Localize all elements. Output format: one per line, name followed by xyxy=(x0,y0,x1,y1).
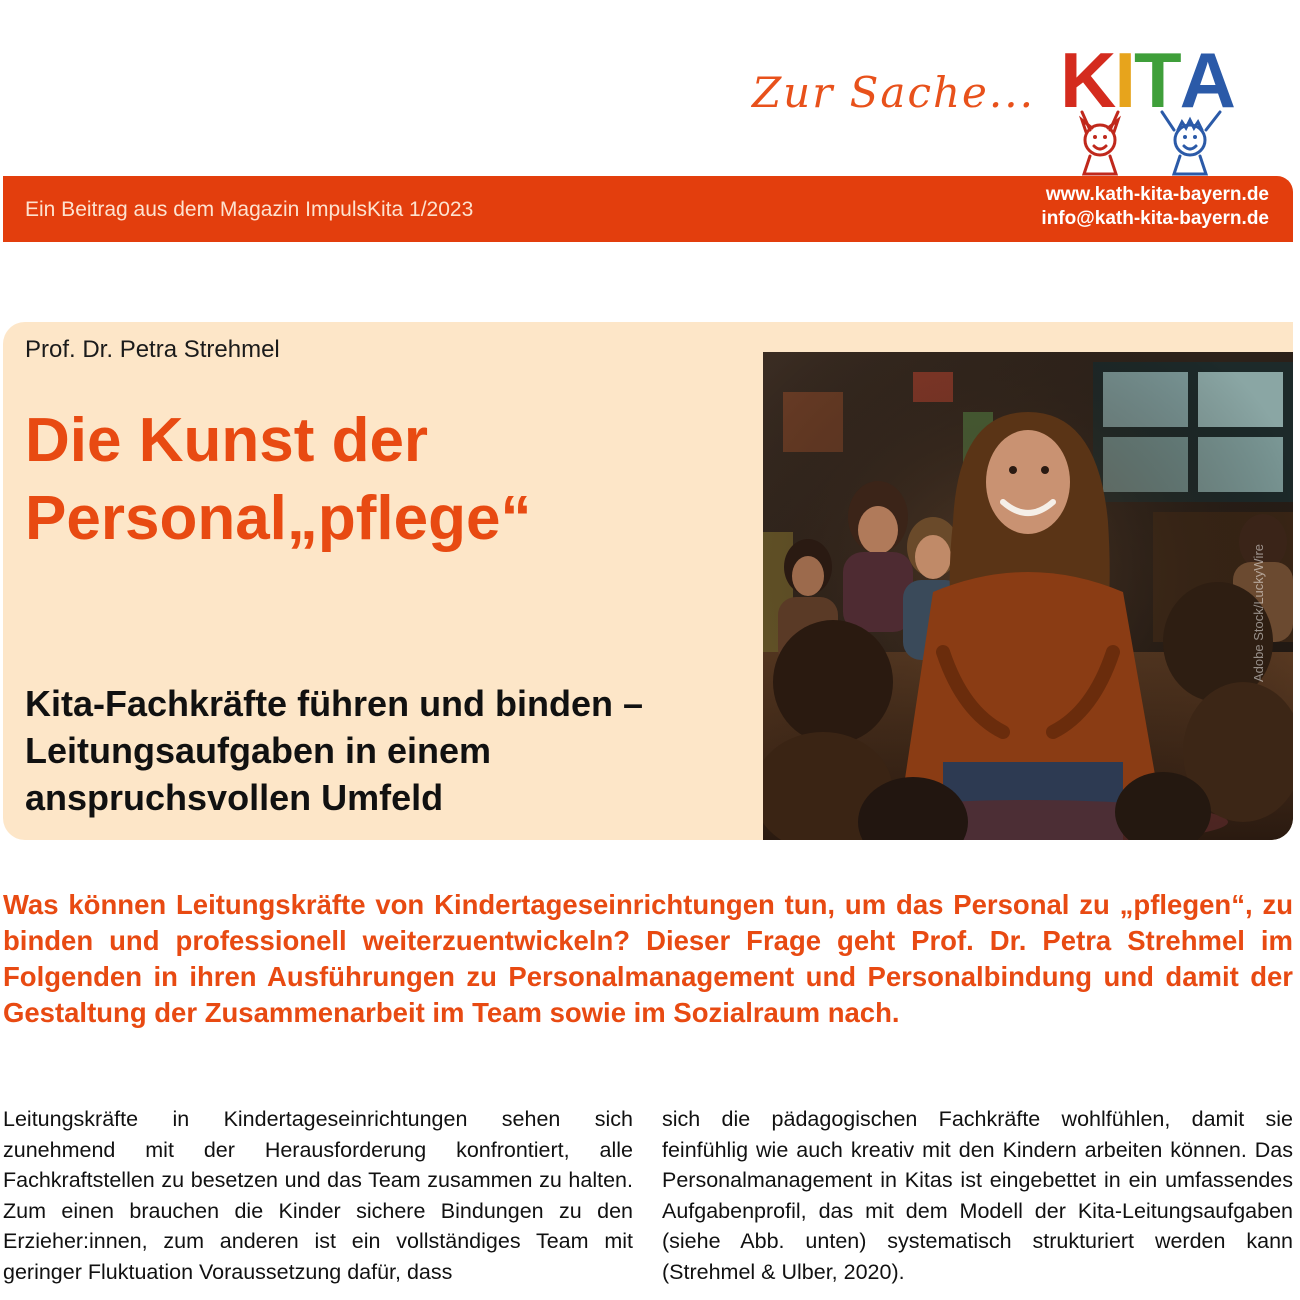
article-title xyxy=(25,402,745,558)
logo-letter-a: A xyxy=(1179,36,1235,124)
logo-letter-k: K xyxy=(1060,36,1115,124)
logo-letter-i: I xyxy=(1114,36,1135,124)
hero-photo xyxy=(763,352,1293,840)
subtitle-line-2: Leitungsaufgaben in einem xyxy=(25,730,492,771)
article-author: Prof. Dr. Petra Strehmel xyxy=(25,336,280,363)
kita-logo xyxy=(1060,36,1240,180)
contact-info xyxy=(1041,183,1269,231)
two-children-hanging-from-letters-icon xyxy=(1060,102,1240,182)
photo-credit: Adobe Stock/LuckyWire xyxy=(1251,543,1266,682)
header-banner xyxy=(3,176,1293,242)
body-column-left: Leitungskräfte in Kindertageseinrichtungen sehen sich zunehmend mit der Herausforderung konfrontiert, alle Fachkraftstellen zu besetzen und das Team zusammen zu halten. Zum einen brauchen die Kinder sichere Bindungen zu den Erzieher:innen, zum anderen ist ein vollständiges Team mit geringer Fluktuation Voraussetzung dafür, dass xyxy=(3,1107,633,1284)
title-line-2: Personal„pflege“ xyxy=(25,484,532,553)
logo-letter-t: T xyxy=(1134,36,1180,124)
header-tagline: Zur Sache... xyxy=(752,68,1035,117)
subtitle-line-1: Kita-Fachkräfte führen und binden – xyxy=(25,683,644,724)
hero-panel xyxy=(3,322,1293,840)
teacher-with-children-photo xyxy=(763,352,1293,840)
magazine-source: Ein Beitrag aus dem Magazin ImpulsKita 1/2023 xyxy=(25,198,474,221)
body-column-right: sich die pädagogischen Fachkräfte wohlfühlen, damit sie feinfühlig wie auch kreativ mit den Kindern arbeiten können. Das Personalmanagement in Kitas ist eingebettet in ein umfassendes Aufgabenprofil, das mit dem Modell der Kita-Leitungsaufgaben (siehe Abb. unten) systematisch strukturiert werden kann (Strehmel & Ulber, 2020). xyxy=(662,1107,1293,1284)
email-link[interactable]: info@kath-kita-bayern.de xyxy=(1041,208,1269,229)
article-subtitle xyxy=(25,680,755,821)
article-lead: Was können Leitungskräfte von Kindertageseinrichtungen tun, um das Personal zu „pflegen“, zu binden und professionell weiterzuentwickeln? Dieser Frage geht Prof. Dr. Petra Strehmel im Folgenden in ihren Ausführungen zu Personalmanagement und Personalbindung und damit der Gestaltung der Zusammenarbeit im Team sowie im Sozialraum nach. xyxy=(3,889,1293,1028)
website-link[interactable]: www.kath-kita-bayern.de xyxy=(1045,184,1269,205)
subtitle-line-3: anspruchsvollen Umfeld xyxy=(25,777,444,818)
title-line-1: Die Kunst der xyxy=(25,406,429,475)
